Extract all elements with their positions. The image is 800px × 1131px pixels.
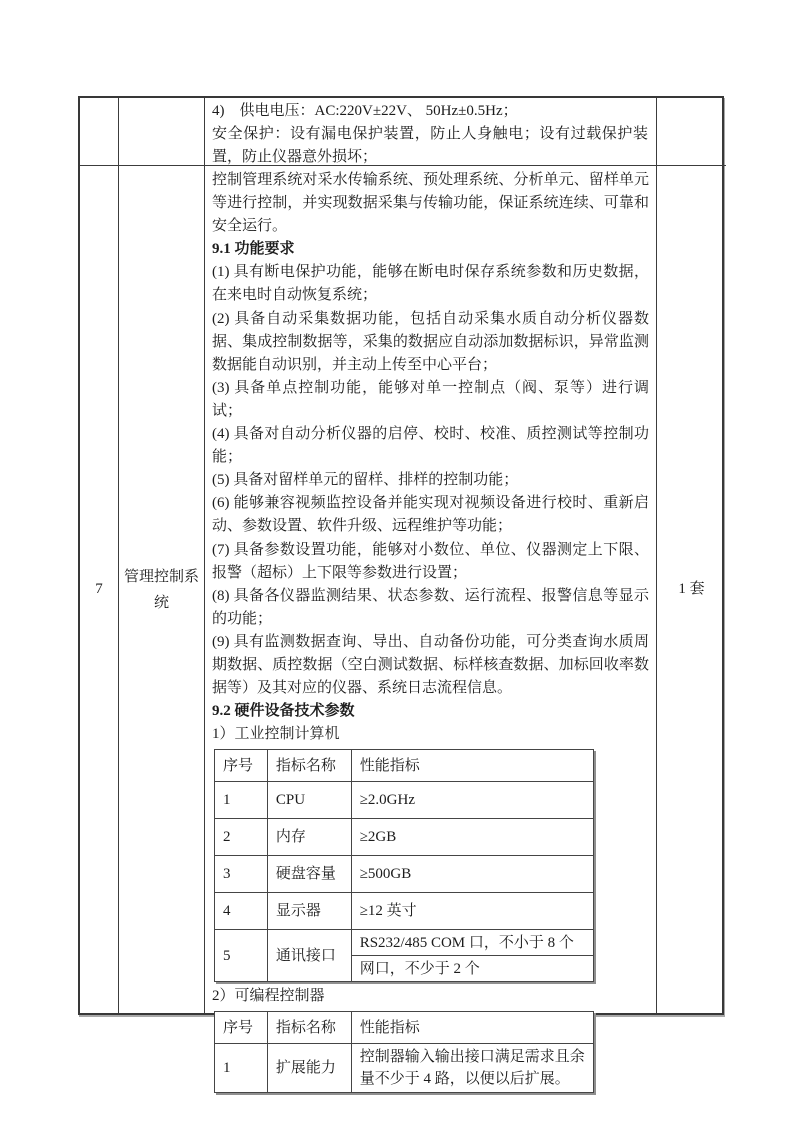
row-value: ≥500GB — [351, 856, 593, 893]
feature-item: (3) 具备单点控制功能，能够对单一控制点（阀、泵等）进行调试； — [212, 379, 649, 419]
row-sn: 3 — [215, 856, 268, 893]
row-sn: 5 — [215, 930, 268, 982]
table-row — [215, 819, 594, 856]
header-indicator-name: 指标名称 — [267, 1012, 351, 1044]
item-name-cell: 管理控制系统 — [119, 166, 205, 1013]
table-row — [215, 856, 594, 893]
computer-subsection-label: 1）工业控制计算机 — [212, 726, 340, 743]
feature-item: (6) 能够兼容视频监控设备并能实现对视频设备进行校时、重新启动、参数设置、软件升级、远程维护等功能； — [212, 495, 649, 535]
section-title-functional: 9.1 功能要求 — [212, 241, 295, 258]
feature-item: (4) 具备对自动分析仪器的启停、校时、校准、质控测试等控制功能； — [212, 426, 649, 466]
feature-item: (1) 具有断电保护功能，能够在断电时保存系统参数和历史数据，在来电时自动恢复系统； — [212, 264, 649, 304]
equipment-spec-table — [78, 96, 724, 1088]
table-row-comm — [215, 930, 594, 956]
row-value-network-ports: 网口，不少于 2 个 — [351, 956, 593, 982]
safety-protection-line: 安全保护：设有漏电保护装置，防止人身触电；设有过载保护装置，防止仪器意外损坏； — [212, 126, 648, 165]
continuation-sn-cell — [80, 98, 119, 166]
row-value: ≥2.0GHz — [351, 782, 593, 819]
power-supply-line: 4) 供电电压：AC:220V±22V、 50Hz±0.5Hz； — [212, 103, 518, 119]
quantity-cell: 1 套 — [678, 581, 705, 597]
table-header-row — [215, 750, 594, 782]
continuation-qty-cell — [657, 98, 726, 166]
table-header-row — [215, 1012, 594, 1044]
plc-subsection-label: 2）可编程控制器 — [212, 988, 325, 1005]
row-name: 显示器 — [267, 893, 351, 930]
section-title-hardware: 9.2 硬件设备技术参数 — [212, 703, 355, 720]
row-name: 内存 — [267, 819, 351, 856]
row-value: 控制器输入输出接口满足需求且余量不少于 4 路，以便以后扩展。 — [351, 1044, 593, 1093]
row-sn: 1 — [215, 782, 268, 819]
feature-item: (7) 具备参数设置功能，能够对小数位、单位、仪器测定上下限、报警（超标）上下限等参数进行设置； — [212, 541, 649, 581]
header-sn: 序号 — [215, 750, 268, 782]
header-performance: 性能指标 — [351, 1012, 593, 1044]
row-sn: 1 — [215, 1044, 268, 1093]
item-number-cell: 7 — [80, 166, 119, 1013]
table-row — [215, 782, 594, 819]
row-value: ≥2GB — [351, 819, 593, 856]
header-sn: 序号 — [215, 1012, 268, 1044]
continuation-name-cell — [119, 98, 205, 166]
continuation-spec-cell — [205, 98, 657, 166]
feature-item: (9) 具有监测数据查询、导出、自动备份功能，可分类查询水质周期数据、质控数据（空白测试数据、标样核查数据、加标回收率数据等）及其对应的仪器、系统日志流程信息。 — [212, 633, 649, 697]
header-performance: 性能指标 — [351, 750, 593, 782]
feature-item: (8) 具备各仪器监测结果、状态参数、运行流程、报警信息等显示的功能； — [212, 587, 649, 627]
row-name: CPU — [267, 782, 351, 819]
header-indicator-name: 指标名称 — [267, 750, 351, 782]
row-value: ≥12 英寸 — [351, 893, 593, 930]
plc-table — [214, 1011, 594, 1093]
row-sn: 2 — [215, 819, 268, 856]
item-spec-content-cell — [205, 166, 657, 1088]
row-name: 硬盘容量 — [267, 856, 351, 893]
table-row — [215, 1044, 594, 1093]
industrial-computer-table — [214, 749, 594, 982]
intro-paragraph: 控制管理系统对采水传输系统、预处理系统、分析单元、留样单元等进行控制，并实现数据采集与传输功能，保证系统连续、可靠和安全运行。 — [212, 172, 649, 235]
row-value-com-ports: RS232/485 COM 口，不小于 8 个 — [351, 930, 593, 956]
table-row — [215, 893, 594, 930]
row-name: 通讯接口 — [267, 930, 351, 982]
feature-item: (2) 具备自动采集数据功能，包括自动采集水质自动分析仪器数据、集成控制数据等，采集的数据应自动添加数据标识，异常监测数据能自动识别，并主动上传至中心平台； — [212, 310, 649, 373]
row-sn: 4 — [215, 893, 268, 930]
feature-item: (5) 具备对留样单元的留样、排样的控制功能； — [212, 472, 519, 489]
row-name: 扩展能力 — [267, 1044, 351, 1093]
